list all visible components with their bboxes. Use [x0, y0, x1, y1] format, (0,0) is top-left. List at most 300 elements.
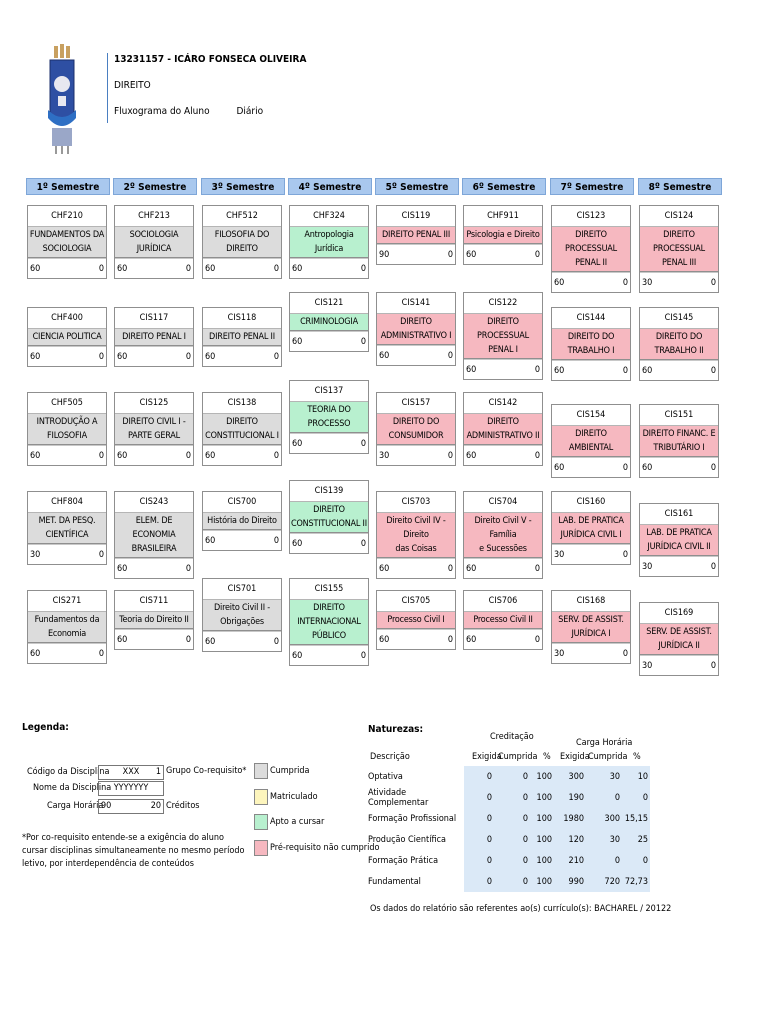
- course-card[interactable]: [376, 205, 456, 265]
- course-footer: [377, 445, 455, 465]
- course-code: CHF804: [28, 492, 106, 513]
- col-ch-pct: %: [633, 752, 641, 762]
- course-code: CHF324: [290, 206, 368, 227]
- legend-code-label: Código da Disciplina: [27, 767, 110, 777]
- course-credits: 0: [534, 634, 540, 645]
- semester-column: [375, 178, 459, 645]
- course-name: [377, 314, 455, 345]
- course-footer: [464, 558, 542, 578]
- course-name-line: TRABALHO II: [654, 346, 704, 356]
- course-credits: 0: [534, 450, 540, 461]
- course-name-line: ELEM. DE ECONOMIA: [132, 516, 176, 540]
- semester-header: 8º Semestre: [638, 178, 722, 195]
- course-card[interactable]: [27, 590, 107, 664]
- course-footer: [552, 360, 630, 380]
- course-name: [552, 329, 630, 360]
- course-hours: 60: [292, 438, 303, 449]
- course-credits: 0: [185, 351, 191, 362]
- course-name-line: FILOSOFIA: [47, 431, 87, 441]
- course-name-line: DIREITO FINANC. E: [642, 429, 716, 439]
- course-footer: [640, 556, 718, 576]
- natureza-cred-cump: 0: [494, 808, 530, 829]
- natureza-ch-exig: 300: [554, 766, 586, 787]
- course-footer: [290, 645, 368, 665]
- course-card[interactable]: [202, 578, 282, 652]
- course-name: [464, 612, 542, 629]
- natureza-ch-cump: 0: [586, 850, 622, 871]
- course-footer: [377, 345, 455, 365]
- natureza-ch-pct: 72,73: [622, 871, 650, 892]
- course-card[interactable]: [202, 307, 282, 367]
- course-name: [115, 612, 193, 629]
- course-name: [552, 227, 630, 272]
- course-card[interactable]: [463, 205, 543, 265]
- course-name-line: CIENCIA POLITICA: [32, 332, 102, 342]
- course-code: CIS138: [203, 393, 281, 414]
- naturezas-row: [366, 766, 650, 787]
- course-card[interactable]: [289, 380, 369, 454]
- col-ch-exigida: Exigida: [560, 752, 590, 762]
- course-code: CIS243: [115, 492, 193, 513]
- course-name: [28, 513, 106, 544]
- natureza-ch-exig: 190: [554, 787, 586, 808]
- course-footer: [115, 258, 193, 278]
- course-name-line: INTERNACIONAL: [297, 617, 361, 627]
- semester-header: 6º Semestre: [462, 178, 546, 195]
- course-footer: [377, 558, 455, 578]
- natureza-description: Atividade Complementar: [368, 787, 429, 808]
- course-card[interactable]: [463, 392, 543, 466]
- course-name-line: SERV. DE ASSIST.: [558, 615, 624, 625]
- natureza-ch-pct: 0: [622, 787, 650, 808]
- natureza-cred-exig: 0: [464, 871, 494, 892]
- natureza-cred-exig: 0: [464, 808, 494, 829]
- course-name: [640, 227, 718, 272]
- legend-status-apto: Apto a cursar: [270, 817, 325, 827]
- natureza-cred-cump: 0: [494, 766, 530, 787]
- course-card[interactable]: [639, 404, 719, 478]
- course-card[interactable]: [27, 491, 107, 565]
- report-header: [107, 53, 306, 123]
- course-card[interactable]: [376, 392, 456, 466]
- legend-swatch-prereq: [254, 840, 268, 856]
- course-credits: 0: [710, 365, 716, 376]
- natureza-ch-exig: 120: [554, 829, 586, 850]
- legend-code-box: XXX 1: [98, 765, 164, 780]
- course-footer: [203, 346, 281, 366]
- course-name-line: SOCIOLOGIA: [42, 244, 92, 254]
- course-name: [28, 329, 106, 346]
- course-name: [28, 227, 106, 258]
- naturezas-row: [366, 829, 650, 850]
- course-footer: [552, 643, 630, 663]
- course-hours: 60: [30, 351, 41, 362]
- legend-status-matriculado: Matriculado: [270, 792, 318, 802]
- course-card[interactable]: [639, 503, 719, 577]
- naturezas-row: [366, 850, 650, 871]
- course-card[interactable]: [551, 205, 631, 293]
- course-card[interactable]: [114, 491, 194, 579]
- course-footer: [28, 346, 106, 366]
- course-credits: 0: [710, 462, 716, 473]
- legend-swatch-apto: [254, 814, 268, 830]
- natureza-cred-exig: 0: [464, 787, 494, 808]
- legend-swatch-cumprida: [254, 763, 268, 779]
- course-card[interactable]: [289, 205, 369, 279]
- course-name: [464, 513, 542, 558]
- carga-horaria-header: Carga Horária: [576, 738, 633, 748]
- course-card[interactable]: [202, 205, 282, 279]
- legend-title: Legenda:: [22, 722, 69, 733]
- course-card[interactable]: [202, 491, 282, 551]
- natureza-ch-pct: 15,15: [622, 808, 650, 829]
- course-name: [290, 227, 368, 258]
- course-hours: 30: [30, 549, 41, 560]
- course-hours: 30: [554, 648, 565, 659]
- naturezas-row: [366, 787, 650, 808]
- course-card[interactable]: [551, 307, 631, 381]
- course-name-line: Teoria do Direito II: [119, 615, 189, 625]
- legend-group-label: Grupo Co-requisito*: [166, 766, 247, 776]
- course-name-line: Direito Civil II -: [214, 603, 270, 613]
- course-footer: [640, 457, 718, 477]
- student-name: 13231157 - ICÁRO FONSECA OLIVEIRA: [114, 54, 307, 65]
- course-name-line: SERV. DE ASSIST.: [646, 627, 712, 637]
- course-code: CIS271: [28, 591, 106, 612]
- course-card[interactable]: [376, 590, 456, 650]
- natureza-ch-cump: 720: [586, 871, 622, 892]
- course-hours: 60: [30, 263, 41, 274]
- course-credits: 0: [185, 634, 191, 645]
- course-hours: 60: [379, 634, 390, 645]
- course-name: [28, 414, 106, 445]
- course-credits: 0: [622, 549, 628, 560]
- natureza-cred-pct: 100: [530, 850, 554, 871]
- course-card[interactable]: [376, 292, 456, 366]
- course-name-line: INTRODUÇÃO A: [36, 417, 98, 427]
- course-hours: 60: [117, 450, 128, 461]
- course-name: [640, 525, 718, 556]
- course-code: CIS155: [290, 579, 368, 600]
- course-card[interactable]: [376, 491, 456, 579]
- natureza-description: Optativa: [368, 771, 403, 782]
- course-card[interactable]: [551, 404, 631, 478]
- course-code: CHF512: [203, 206, 281, 227]
- course-card[interactable]: [639, 602, 719, 676]
- semester-column: [113, 178, 197, 645]
- course-name: [552, 612, 630, 643]
- course-card[interactable]: [463, 590, 543, 650]
- course-name-line: e Sucessões: [479, 544, 527, 554]
- course-credits: 0: [447, 450, 453, 461]
- course-hours: 60: [642, 462, 653, 473]
- course-name-line: das Coisas: [395, 544, 437, 554]
- natureza-cred-pct: 100: [530, 829, 554, 850]
- course-footer: [464, 244, 542, 264]
- course-credits: 0: [360, 263, 366, 274]
- semester-column: [462, 178, 546, 645]
- course-card[interactable]: [289, 292, 369, 352]
- university-seal-logo: [46, 44, 78, 156]
- course-name-line: Psicologia e Direito: [466, 230, 540, 240]
- course-hours: 60: [117, 563, 128, 574]
- course-name-line: ADMINISTRATIVO I: [380, 331, 452, 341]
- course-name: [115, 227, 193, 258]
- course-code: CIS703: [377, 492, 455, 513]
- course-card[interactable]: [114, 392, 194, 466]
- course-name: [290, 314, 368, 331]
- course-name-line: DIREITO: [226, 417, 258, 427]
- course-name-line: JURÍDICA II: [658, 641, 700, 651]
- course-hours: 60: [554, 277, 565, 288]
- course-credits: 0: [622, 365, 628, 376]
- course-card[interactable]: [551, 491, 631, 565]
- naturezas-title: Naturezas:: [368, 724, 424, 735]
- course-card[interactable]: [114, 307, 194, 367]
- course-hours: 60: [205, 351, 216, 362]
- course-credits: 0: [273, 636, 279, 647]
- course-footer: [552, 272, 630, 292]
- course-credits: 0: [273, 263, 279, 274]
- course-footer: [552, 544, 630, 564]
- course-name-line: CONSUMIDOR: [388, 431, 444, 441]
- course-footer: [552, 457, 630, 477]
- course-name: [203, 329, 281, 346]
- course-name: [290, 502, 368, 533]
- course-name-line: PARTE GERAL: [128, 431, 180, 441]
- natureza-description: Formação Profissional: [368, 813, 457, 824]
- course-name-line: CONSTITUCIONAL I: [205, 431, 279, 441]
- course-name-line: ADMINISTRATIVO II: [466, 431, 540, 441]
- course-credits: 0: [447, 634, 453, 645]
- report-title: Fluxograma do Aluno Diário: [114, 106, 264, 117]
- course-footer: [28, 544, 106, 564]
- course-hours: 60: [205, 263, 216, 274]
- course-name: [377, 513, 455, 558]
- course-credits: 0: [360, 538, 366, 549]
- course-card[interactable]: [551, 590, 631, 664]
- course-credits: 0: [710, 660, 716, 671]
- course-name: [203, 227, 281, 258]
- naturezas-row: [366, 871, 650, 892]
- course-code: CIS125: [115, 393, 193, 414]
- col-cred-pct: %: [543, 752, 551, 762]
- course-footer: [464, 629, 542, 649]
- legend-status-cumprida: Cumprida: [270, 766, 310, 776]
- course-card[interactable]: [114, 590, 194, 650]
- course-credits: 0: [360, 650, 366, 661]
- course-code: CIS700: [203, 492, 281, 513]
- course-footer: [28, 445, 106, 465]
- course-card[interactable]: [27, 205, 107, 279]
- course-footer: [115, 629, 193, 649]
- semester-column: [26, 178, 110, 659]
- natureza-ch-cump: 30: [586, 766, 622, 787]
- course-hours: 60: [30, 450, 41, 461]
- course-name-line: DIREITO: [313, 603, 345, 613]
- course-hours: 60: [30, 648, 41, 659]
- course-hours: 90: [379, 249, 390, 260]
- course-name-line: DIREITO DO: [567, 332, 615, 342]
- course-credits: 0: [360, 438, 366, 449]
- natureza-ch-exig: 990: [554, 871, 586, 892]
- course-footer: [290, 258, 368, 278]
- course-code: CIS704: [464, 492, 542, 513]
- legend-hours-box: 90 20: [98, 799, 164, 814]
- corequisite-note: *Por co-requisito entende-se a exigência do aluno cursar disciplinas simultaneamente no mesmo período letivo, por interdependência de conteúdos: [22, 833, 245, 869]
- course-hours: 60: [379, 563, 390, 574]
- semester-header: 2º Semestre: [113, 178, 197, 195]
- course-credits: 0: [710, 277, 716, 288]
- course-credits: 0: [98, 549, 104, 560]
- naturezas-table: [366, 766, 650, 892]
- natureza-cred-pct: 100: [530, 808, 554, 829]
- course-name-line: DIREITO DO: [655, 332, 703, 342]
- course-code: CHF400: [28, 308, 106, 329]
- course-credits: 0: [534, 249, 540, 260]
- course-name-line: FUNDAMENTOS DA: [29, 230, 105, 240]
- course-footer: [464, 445, 542, 465]
- course-card[interactable]: [27, 392, 107, 466]
- course-card[interactable]: [289, 578, 369, 666]
- course-hours: 30: [642, 660, 653, 671]
- course-name-line: TRABALHO I: [567, 346, 615, 356]
- creditacao-header: Creditação: [490, 732, 534, 742]
- course-card[interactable]: [463, 292, 543, 380]
- course-name: [28, 612, 106, 643]
- course-name-line: Processo Civil II: [473, 615, 533, 625]
- course-hours: 60: [117, 263, 128, 274]
- course-card[interactable]: [27, 307, 107, 367]
- course-name: [464, 227, 542, 244]
- natureza-ch-exig: 210: [554, 850, 586, 871]
- col-cred-cumprida: Cumprida: [498, 752, 538, 762]
- natureza-ch-pct: 0: [622, 850, 650, 871]
- col-cred-exigida: Exigida: [472, 752, 502, 762]
- natureza-cred-pct: 100: [530, 787, 554, 808]
- semester-column: [638, 178, 722, 671]
- course-footer: [640, 360, 718, 380]
- course-name-line: MET. DA PESQ.: [38, 516, 96, 526]
- course-name-line: PENAL I: [488, 345, 518, 355]
- semester-header: 4º Semestre: [288, 178, 372, 195]
- course-name-line: JURÍDICA CIVIL II: [647, 542, 711, 552]
- course-name-line: DIREITO: [226, 244, 258, 254]
- course-hours: 60: [466, 563, 477, 574]
- natureza-ch-pct: 25: [622, 829, 650, 850]
- course-credits: 0: [710, 561, 716, 572]
- course-hours: 60: [205, 636, 216, 647]
- course-code: CIS139: [290, 481, 368, 502]
- semester-column: [550, 178, 634, 659]
- course-hours: 60: [292, 650, 303, 661]
- course-name-line: TEORIA DO PROCESSO: [307, 405, 351, 429]
- course-footer: [640, 655, 718, 675]
- course-hours: 30: [642, 561, 653, 572]
- course-name: [640, 426, 718, 457]
- course-name: [290, 402, 368, 433]
- course-card[interactable]: [639, 205, 719, 293]
- course-hours: 60: [554, 365, 565, 376]
- natureza-cred-exig: 0: [464, 829, 494, 850]
- course-card[interactable]: [202, 392, 282, 466]
- course-name-line: CRIMINOLOGIA: [300, 317, 358, 327]
- semester-column: [288, 178, 372, 661]
- course-card[interactable]: [114, 205, 194, 279]
- course-name: [552, 513, 630, 544]
- course-footer: [290, 533, 368, 553]
- course-footer: [115, 346, 193, 366]
- course-code: CIS124: [640, 206, 718, 227]
- natureza-ch-cump: 0: [586, 787, 622, 808]
- natureza-cred-exig: 0: [464, 766, 494, 787]
- course-name-line: Direito Civil V - Família: [474, 516, 532, 540]
- course-hours: 60: [205, 450, 216, 461]
- legend-swatch-matriculado: [254, 789, 268, 805]
- course-hours: 60: [466, 634, 477, 645]
- semester-header: 7º Semestre: [550, 178, 634, 195]
- course-footer: [290, 331, 368, 351]
- course-name: [377, 612, 455, 629]
- course-name: [115, 329, 193, 346]
- course-name-line: CONSTITUCIONAL II: [291, 519, 367, 529]
- course-hours: 60: [117, 351, 128, 362]
- course-hours: 60: [117, 634, 128, 645]
- course-name: [640, 329, 718, 360]
- course-credits: 0: [185, 563, 191, 574]
- course-code: CIS151: [640, 405, 718, 426]
- natureza-ch-cump: 30: [586, 829, 622, 850]
- semester-header: 5º Semestre: [375, 178, 459, 195]
- course-footer: [203, 530, 281, 550]
- course-name-line: Obrigações: [220, 617, 264, 627]
- course-name: [377, 227, 455, 244]
- course-footer: [290, 433, 368, 453]
- course-name-line: História do Direito: [207, 516, 277, 526]
- course-hours: 60: [466, 364, 477, 375]
- course-card[interactable]: [463, 491, 543, 579]
- semester-header: 1º Semestre: [26, 178, 110, 195]
- course-card[interactable]: [289, 480, 369, 554]
- course-name-line: DIREITO CIVIL I -: [122, 417, 186, 427]
- course-credits: 0: [98, 263, 104, 274]
- course-card[interactable]: [639, 307, 719, 381]
- course-hours: 60: [554, 462, 565, 473]
- course-name: [377, 414, 455, 445]
- course-footer: [203, 631, 281, 651]
- course-name: [203, 513, 281, 530]
- course-name: [464, 314, 542, 359]
- course-hours: 30: [554, 549, 565, 560]
- course-credits: 0: [98, 450, 104, 461]
- course-name: [115, 513, 193, 558]
- course-name: [464, 414, 542, 445]
- col-ch-cumprida: Cumprida: [588, 752, 628, 762]
- course-name-line: SOCIOLOGIA: [129, 230, 179, 240]
- course-code: CIS160: [552, 492, 630, 513]
- course-hours: 60: [205, 535, 216, 546]
- course-name-line: Antropologia Jurídica: [304, 230, 354, 254]
- course-code: CIS705: [377, 591, 455, 612]
- course-credits: 0: [273, 535, 279, 546]
- course-credits: 0: [622, 277, 628, 288]
- course-credits: 0: [185, 450, 191, 461]
- course-name-line: PENAL III: [661, 258, 697, 268]
- natureza-cred-pct: 100: [530, 871, 554, 892]
- course-footer: [377, 629, 455, 649]
- course-name-line: DIREITO PROCESSUAL: [565, 230, 617, 254]
- course-code: CIS137: [290, 381, 368, 402]
